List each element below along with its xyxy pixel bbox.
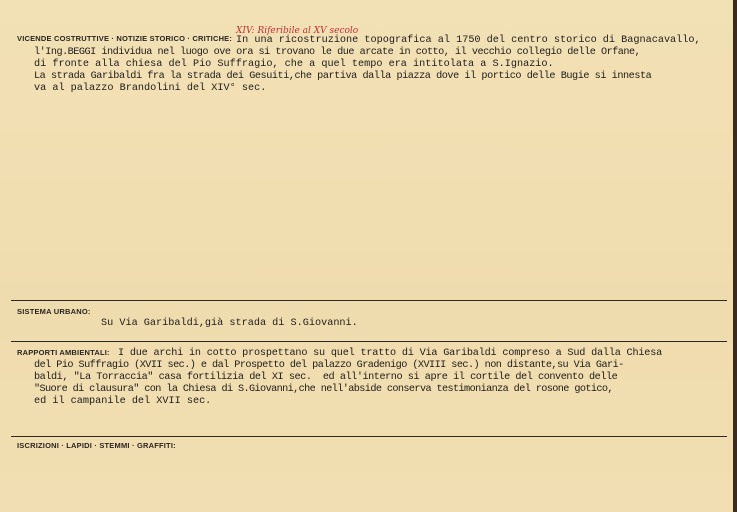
label-rapporti-ambientali: RAPPORTI AMBIENTALI: <box>17 348 110 357</box>
label-vicende-costruttive: VICENDE COSTRUTTIVE · NOTIZIE STORICO · CRITICHE: <box>17 34 233 43</box>
vicende-line-4: La strada Garibaldi fra la strada dei Gesuiti,che partiva dalla piazza dove il portico delle Bugie si innesta <box>34 71 652 82</box>
label-iscrizioni: ISCRIZIONI · LAPIDI · STEMMI · GRAFFITI: <box>17 441 176 450</box>
rapporti-line-2: del Pio Suffragio (XVII sec.) e dal Prospetto del palazzo Gradenigo (XVIII sec.) non distante,su Via Gari- <box>34 360 624 371</box>
divider-3 <box>11 436 727 437</box>
page-edge <box>733 0 737 512</box>
divider-2 <box>11 341 727 342</box>
vicende-line-3: di fronte alla chiesa del Pio Suffragio, che a quel tempo era intitolata a S.Ignazio. <box>34 59 554 70</box>
rapporti-line-3: baldi, "La Torraccia" casa fortilizia del XI sec. ed all'interno si apre il cortile del convento delle <box>34 372 618 383</box>
vicende-line-2: l'Ing.BEGGI individua nel luogo ove ora si trovano le due arcate in cotto, il vecchio collegio delle Orfane, <box>34 47 641 58</box>
vicende-line-5: va al palazzo Brandolini del XIV° sec. <box>34 83 267 94</box>
handwritten-note: XIV: Riferibile al XV secolo <box>236 26 359 36</box>
rapporti-line-5: ed il campanile del XVII sec. <box>34 396 212 407</box>
divider-1 <box>11 300 727 301</box>
rapporti-line-4: "Suore di clausura" con la Chiesa di S.Giovanni,che nell'abside conserva testimonianza del rosone gotico, <box>34 384 613 395</box>
sistema-urbano-text: Su Via Garibaldi,già strada di S.Giovanni. <box>101 318 358 329</box>
label-sistema-urbano: SISTEMA URBANO: <box>17 307 91 316</box>
rapporti-line-1: I due archi in cotto prospettano su quel tratto di Via Garibaldi compreso a Sud dalla Chiesa <box>118 348 663 359</box>
vicende-line-1: In una ricostruzione topografica al 1750 del centro storico di Bagnacavallo, <box>236 35 701 46</box>
